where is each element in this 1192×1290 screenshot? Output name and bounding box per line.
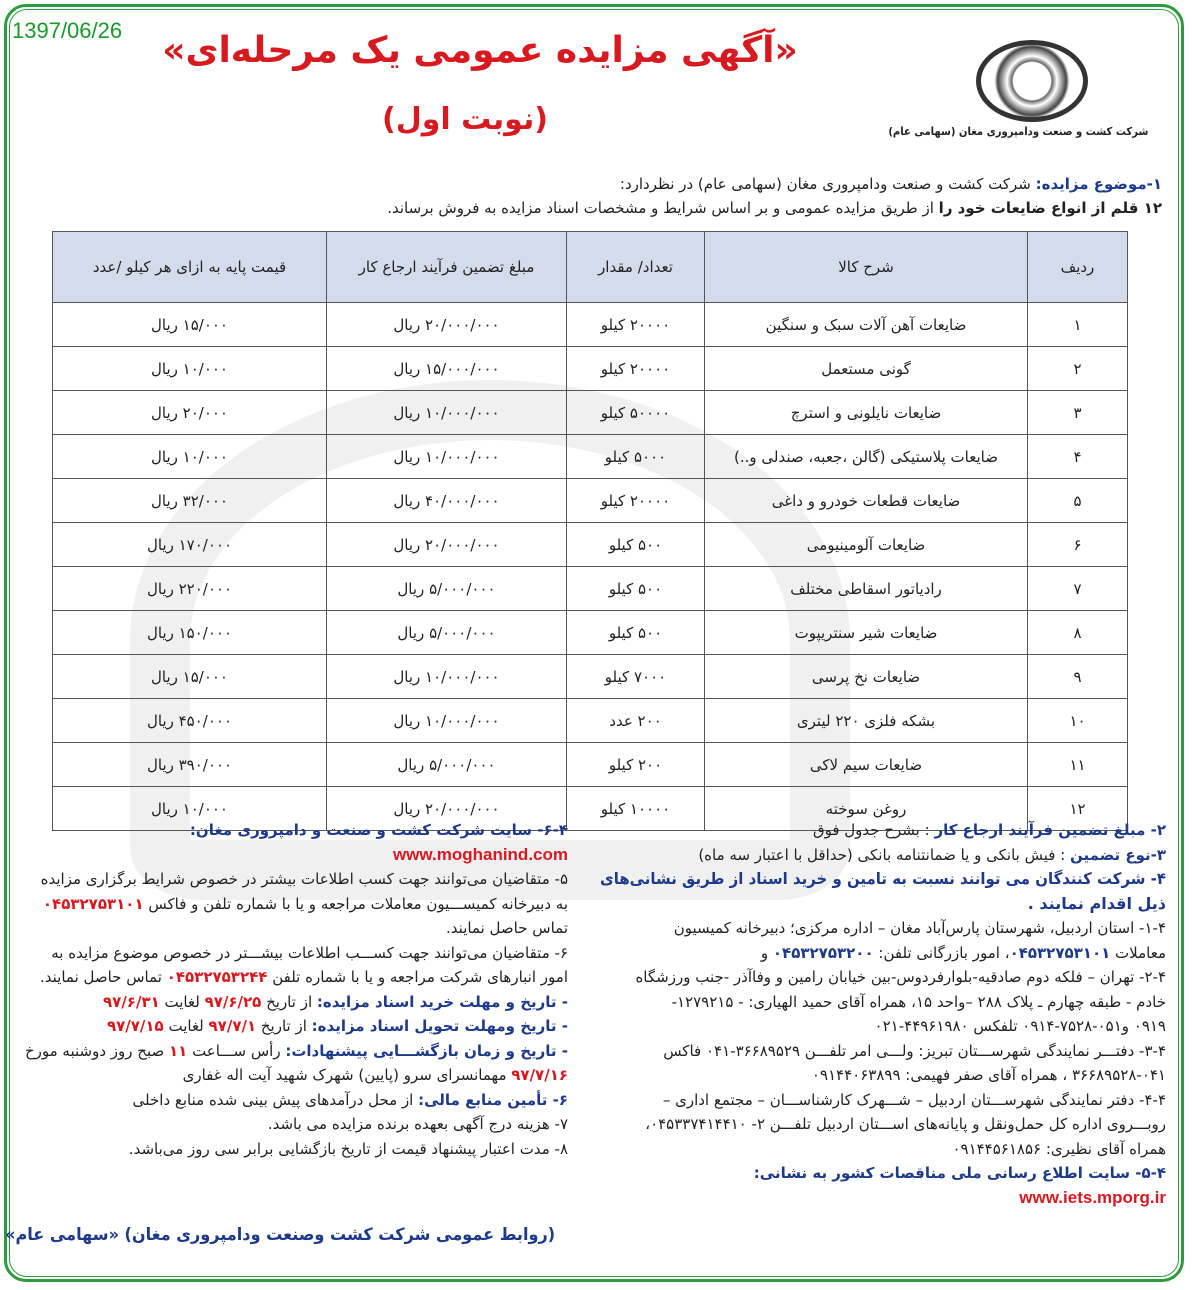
table-cell: ۱۰/۰۰۰/۰۰۰ ریال xyxy=(327,391,567,435)
text-segment: - تاریخ و مهلت خرید اسناد مزایده: xyxy=(316,992,568,1011)
text-segment: و xyxy=(760,943,773,962)
table-cell: ۱۰ xyxy=(1028,699,1128,743)
text-segment: : فیش بانکی و یا ضمانتنامه بانکی (حداقل با اعتبار سه ماه) xyxy=(698,845,1071,864)
table-cell: ضایعات پلاستیکی (گالن ،جعبه، صندلی و..) xyxy=(705,435,1028,479)
footer-signature: (روابط عمومی شرکت کشت وصنعت ودامپروری مغان) «سهامی عام» xyxy=(5,1225,556,1245)
text-segment: ۲-۴- تهران – فلکه دوم صادقیه-بلوارفردوس-بین خیابان رامین و وفاآذر -جنب ورزشگاه xyxy=(635,968,1166,986)
text-segment: خادم - طبقه چهارم ـ پلاک ۲۸۸ –واحد ۱۵، همراه آقای حمید الهیاری: - ۱۲۷۹۲۱۵- xyxy=(671,992,1166,1011)
text-segment: ۳۶۶۸۹۵۲۸-۰۴۱ ، همراه آقای صفر فهیمی: ۰۹۱۴۴۰۶۳۸۹۹ xyxy=(811,1066,1166,1084)
company-name: شرکت کشت و صنعت ودامپروری مغان (سهامی عام) xyxy=(888,125,1149,138)
table-cell: ۲۰/۰۰۰/۰۰۰ ریال xyxy=(327,303,567,347)
text-segment: رأس ســـاعت xyxy=(187,1041,286,1060)
table-cell: ۵۰۰ کیلو xyxy=(567,567,705,611)
website-link[interactable]: www.iets.mporg.ir xyxy=(1019,1187,1166,1207)
table-row xyxy=(53,611,1128,655)
table-cell: بشکه فلزی ۲۲۰ لیتری xyxy=(705,699,1028,743)
table-cell: ۴ xyxy=(1028,435,1128,479)
table-cell: ۲۰۰ کیلو xyxy=(567,743,705,787)
table-cell: ضایعات سیم لاکی xyxy=(705,743,1028,787)
text-line xyxy=(16,1039,568,1064)
text-segment: - تاریخ و زمان بازگشـــایی پیشنهادات: xyxy=(285,1041,568,1060)
text-segment: ۰۴۵۳۲۷۵۳۲۰۰ xyxy=(772,943,874,962)
text-line xyxy=(16,1088,568,1113)
publish-date: 1397/06/26 xyxy=(12,18,123,43)
table-cell: ۱۵/۰۰۰ ریال xyxy=(53,303,327,347)
text-segment: ذیل اقدام نمایند . xyxy=(1027,893,1166,913)
table-cell: ۱۰/۰۰۰/۰۰۰ ریال xyxy=(327,655,567,699)
text-segment: ۰۴۵۳۲۷۵۳۲۴۴ xyxy=(166,968,268,986)
table-cell: ۱۰/۰۰۰ ریال xyxy=(53,347,327,391)
text-segment: از تاریخ xyxy=(261,992,317,1011)
text-segment: ۸- مدت اعتبار پیشنهاد قیمت از تاریخ بازگشایی برابر سی روز می‌باشد. xyxy=(128,1139,568,1158)
text-line xyxy=(600,990,1166,1015)
page-subtitle: (نوبت اول) xyxy=(382,102,548,137)
text-line xyxy=(16,843,568,868)
text-line xyxy=(600,1014,1166,1039)
table-cell: ۲۰/۰۰۰/۰۰۰ ریال xyxy=(327,787,567,831)
table-cell: ۱۵/۰۰۰/۰۰۰ ریال xyxy=(327,347,567,391)
table-row xyxy=(53,391,1128,435)
items-text: از طریق مزایده عمومی و بر اساس شرایط و مشخصات اسناد مزایده به فروش برساند. xyxy=(387,199,939,217)
text-line xyxy=(16,892,568,917)
table-cell: ۵۰۰ کیلو xyxy=(567,523,705,567)
table-cell: ۴۵۰/۰۰۰ ریال xyxy=(53,699,327,743)
text-segment: ۶-۴- سایت شرکت کشت و صنعت و دامپروری مغان: xyxy=(189,821,568,839)
table-row xyxy=(53,347,1128,391)
text-segment: ۶- متقاضیان می‌توانند جهت کســـب اطلاعات بیشـــتر در خصوص موضوع مزایده به xyxy=(51,943,568,962)
table-cell: ۵۰۰۰۰ کیلو xyxy=(567,391,705,435)
table-header-row xyxy=(53,232,1128,303)
table-row xyxy=(53,303,1128,347)
text-line xyxy=(600,941,1166,966)
table-cell: ضایعات نخ پرسی xyxy=(705,655,1028,699)
table-row xyxy=(53,743,1128,787)
column-header: تعداد/ مقدار xyxy=(567,232,705,303)
table-row xyxy=(53,655,1128,699)
table-cell: ۵/۰۰۰/۰۰۰ ریال xyxy=(327,611,567,655)
website-link[interactable]: www.moghanind.com xyxy=(392,844,568,864)
table-cell: ۲۰۰۰۰ کیلو xyxy=(567,347,705,391)
table-cell: ۱ xyxy=(1028,303,1128,347)
text-segment: : بشرح جدول فوق xyxy=(812,821,935,839)
table-cell: ۴۰/۰۰۰/۰۰۰ ریال xyxy=(327,479,567,523)
table-cell: ۳۲/۰۰۰ ریال xyxy=(53,479,327,523)
text-segment: مهمانسرای سرو (پایین) شهرک شهید آیت اله غفاری xyxy=(182,1066,512,1084)
table-cell: ۲۰۰۰۰ کیلو xyxy=(567,303,705,347)
text-line xyxy=(16,1112,568,1137)
text-line xyxy=(600,1186,1166,1211)
table-cell: گونی مستعمل xyxy=(705,347,1028,391)
table-cell: ۲۰/۰۰۰ ریال xyxy=(53,391,327,435)
text-segment: روبـــروی اداره کل حمل‌ونقل و پایانه‌های اســـتان اردبیل تلفـــن ۲- ۰۴۵۳۳۷۴۱۴۴۱۰، xyxy=(645,1115,1166,1133)
table-cell: ۵۰۰۰ کیلو xyxy=(567,435,705,479)
table-cell: ۶ xyxy=(1028,523,1128,567)
text-segment: ۹۷/۷/۱۵ xyxy=(106,1017,164,1035)
text-segment: صبح روز دوشنبه مورخ xyxy=(24,1041,169,1060)
items-label: ۱۲ قلم از انواع ضایعات خود را xyxy=(938,199,1162,217)
text-line xyxy=(600,1112,1166,1137)
text-line xyxy=(16,990,568,1015)
subject-text: شرکت کشت و صنعت ودامپروری مغان (سهامی عام) در نظردارد: xyxy=(619,175,1036,193)
text-line xyxy=(600,892,1166,917)
text-segment: ۵-۴- سایت اطلاع رسانی ملی مناقصات کشور به نشانی: xyxy=(753,1164,1166,1182)
column-header: قیمت پایه به ازای هر کیلو /عدد xyxy=(53,232,327,303)
text-segment: لغایت xyxy=(163,1017,209,1035)
text-segment: تماس حاصل نمایند. xyxy=(39,968,167,986)
table-cell: رادیاتور اسقاطی مختلف xyxy=(705,567,1028,611)
text-segment: ۰۹۱۹ و۰۵۱-۷۵۲۸-۰۹۱۴ تلفکس ۴۴۹۶۱۹۸۰-۰۲۱ xyxy=(874,1017,1166,1035)
table-row xyxy=(53,435,1128,479)
table-cell: ۵/۰۰۰/۰۰۰ ریال xyxy=(327,567,567,611)
text-segment: از محل درآمدهای پیش بینی شده منابع داخلی xyxy=(132,1090,419,1109)
table-cell: ۱۲ xyxy=(1028,787,1128,831)
text-segment: ۹۷/۷/۱۶ xyxy=(511,1066,568,1084)
subject-label: ۱-موضوع مزایده: xyxy=(1035,175,1162,193)
text-line xyxy=(16,965,568,990)
table-cell: ۱۷۰/۰۰۰ ریال xyxy=(53,523,327,567)
text-segment: ۲- مبلغ تضمین فرآیند ارجاع کار xyxy=(934,821,1166,839)
table-cell: روغن سوخته xyxy=(705,787,1028,831)
company-logo xyxy=(976,40,1088,122)
table-row xyxy=(53,699,1128,743)
left-column-text xyxy=(16,818,568,1161)
table-cell: ضایعات نایلونی و استرچ xyxy=(705,391,1028,435)
text-line xyxy=(16,941,568,966)
text-line xyxy=(600,1063,1166,1088)
text-segment: - تاریخ ومهلت تحویل اسناد مزایده: xyxy=(311,1017,568,1035)
text-line xyxy=(600,1161,1166,1186)
table-cell: ۱۰/۰۰۰ ریال xyxy=(53,787,327,831)
text-segment: ۹۷/۷/۱ xyxy=(208,1017,257,1035)
table-row xyxy=(53,523,1128,567)
table-cell: ۸ xyxy=(1028,611,1128,655)
text-segment: ۹۷/۶/۲۵ xyxy=(204,992,262,1011)
table-cell: ۷ xyxy=(1028,567,1128,611)
table-cell: ۵ xyxy=(1028,479,1128,523)
text-segment: ۵- متقاضیان می‌توانند جهت کسب اطلاعات بیشتر در خصوص شرایط برگزاری مزایده xyxy=(40,870,568,888)
table-cell: ۱۰/۰۰۰/۰۰۰ ریال xyxy=(327,435,567,479)
table-cell: ضایعات آلومینیومی xyxy=(705,523,1028,567)
text-line xyxy=(16,1014,568,1039)
text-segment: امور انبارهای شرکت مراجعه و یا با شماره تلفن xyxy=(267,968,568,986)
text-line xyxy=(16,867,568,892)
text-segment: ۰۴۵۳۲۷۵۳۱۰۱ xyxy=(42,894,144,913)
text-segment: ۹۷/۶/۳۱ xyxy=(103,992,160,1011)
text-segment: ۷- هزینه درج آگهی بعهده برنده مزایده می باشد. xyxy=(267,1115,568,1133)
column-header: ردیف xyxy=(1028,232,1128,303)
text-segment: ۱۱ xyxy=(169,1041,188,1060)
text-line xyxy=(600,867,1166,892)
text-segment: ۳-۴- دفتـــر نمایندگی شهرســـتان تبریز: ولـــی امر تلفـــن ۳۶۶۸۹۵۲۹-۰۴۱ فاکس xyxy=(663,1041,1166,1060)
text-line xyxy=(16,916,568,941)
text-segment: تماس حاصل نمایند. xyxy=(446,919,568,937)
table-cell: ۲ xyxy=(1028,347,1128,391)
text-line xyxy=(16,818,568,843)
text-line xyxy=(600,843,1166,868)
table-cell: ۱۰/۰۰۰/۰۰۰ ریال xyxy=(327,699,567,743)
text-line xyxy=(600,965,1166,990)
table-cell: ۲۲۰/۰۰۰ ریال xyxy=(53,567,327,611)
table-cell: ۲۰۰۰۰ کیلو xyxy=(567,479,705,523)
table-cell: ۱۵۰/۰۰۰ ریال xyxy=(53,611,327,655)
column-header: شرح کالا xyxy=(705,232,1028,303)
table-cell: ۱۵/۰۰۰ ریال xyxy=(53,655,327,699)
text-segment: ۴-۴- دفتر نمایندگی شهرســـتان اردبیل – شـــهرک کارشناســـان – مجتمع اداری – xyxy=(662,1090,1166,1109)
text-segment: به دبیرخانه کمیســـیون معاملات مراجعه و یا با شماره تلفن و فاکس xyxy=(143,894,568,913)
table-row xyxy=(53,479,1128,523)
table-row xyxy=(53,567,1128,611)
table-cell: ۱۰/۰۰۰ ریال xyxy=(53,435,327,479)
text-segment: لغایت xyxy=(159,992,205,1011)
table-cell: ۵/۰۰۰/۰۰۰ ریال xyxy=(327,743,567,787)
table-cell: ۲۰/۰۰۰/۰۰۰ ریال xyxy=(327,523,567,567)
text-segment: ۶- تأمین منابع مالی: xyxy=(418,1090,568,1109)
table-cell: ۳ xyxy=(1028,391,1128,435)
page-title: «آگهی مزایده عمومی یک مرحله‌ای» xyxy=(162,30,798,71)
right-column-text xyxy=(600,818,1166,1210)
table-cell: ۵۰۰ کیلو xyxy=(567,611,705,655)
table-cell: ضایعات آهن آلات سبک و سنگین xyxy=(705,303,1028,347)
text-segment: ۰۴۵۳۲۷۵۳۱۰۱ xyxy=(1009,943,1111,962)
table-cell: ضایعات شیر سنتریپوت xyxy=(705,611,1028,655)
table-cell: ۷۰۰۰ کیلو xyxy=(567,655,705,699)
table-cell: ۱۱ xyxy=(1028,743,1128,787)
intro xyxy=(42,172,1162,220)
text-segment: همراه آقای نظیری: ۰۹۱۴۴۵۶۱۸۵۶ xyxy=(952,1139,1166,1158)
text-segment: ۴- شرکت کنندگان می توانند نسبت به تامین و خرید اسناد از طریق نشانی‌های xyxy=(600,869,1166,888)
table-cell: ۹ xyxy=(1028,655,1128,699)
table-cell: ۱۰۰۰۰ کیلو xyxy=(567,787,705,831)
items-table xyxy=(52,231,1128,831)
column-header: مبلغ تضمین فرآیند ارجاع کار xyxy=(327,232,567,303)
text-line xyxy=(16,1063,568,1088)
table-cell: ۳۹۰/۰۰۰ ریال xyxy=(53,743,327,787)
text-line xyxy=(600,1039,1166,1064)
text-segment: معاملات xyxy=(1110,943,1166,962)
text-segment: ۱-۴- استان اردبیل، شهرستان پارس‌آباد مغان – اداره مرکزی؛ دبیرخانه کمیسیون xyxy=(673,919,1166,937)
text-line xyxy=(600,1137,1166,1162)
text-line xyxy=(16,1137,568,1162)
text-segment: از تاریخ xyxy=(256,1017,312,1035)
table-cell: ضایعات قطعات خودرو و داغی xyxy=(705,479,1028,523)
table-cell: ۲۰۰ عدد xyxy=(567,699,705,743)
text-segment: ۳-نوع تضمین xyxy=(1070,845,1166,864)
text-line xyxy=(600,1088,1166,1113)
text-segment: ، امور بازرگانی تلفن: xyxy=(873,943,1010,962)
text-line xyxy=(600,818,1166,843)
text-line xyxy=(600,916,1166,941)
